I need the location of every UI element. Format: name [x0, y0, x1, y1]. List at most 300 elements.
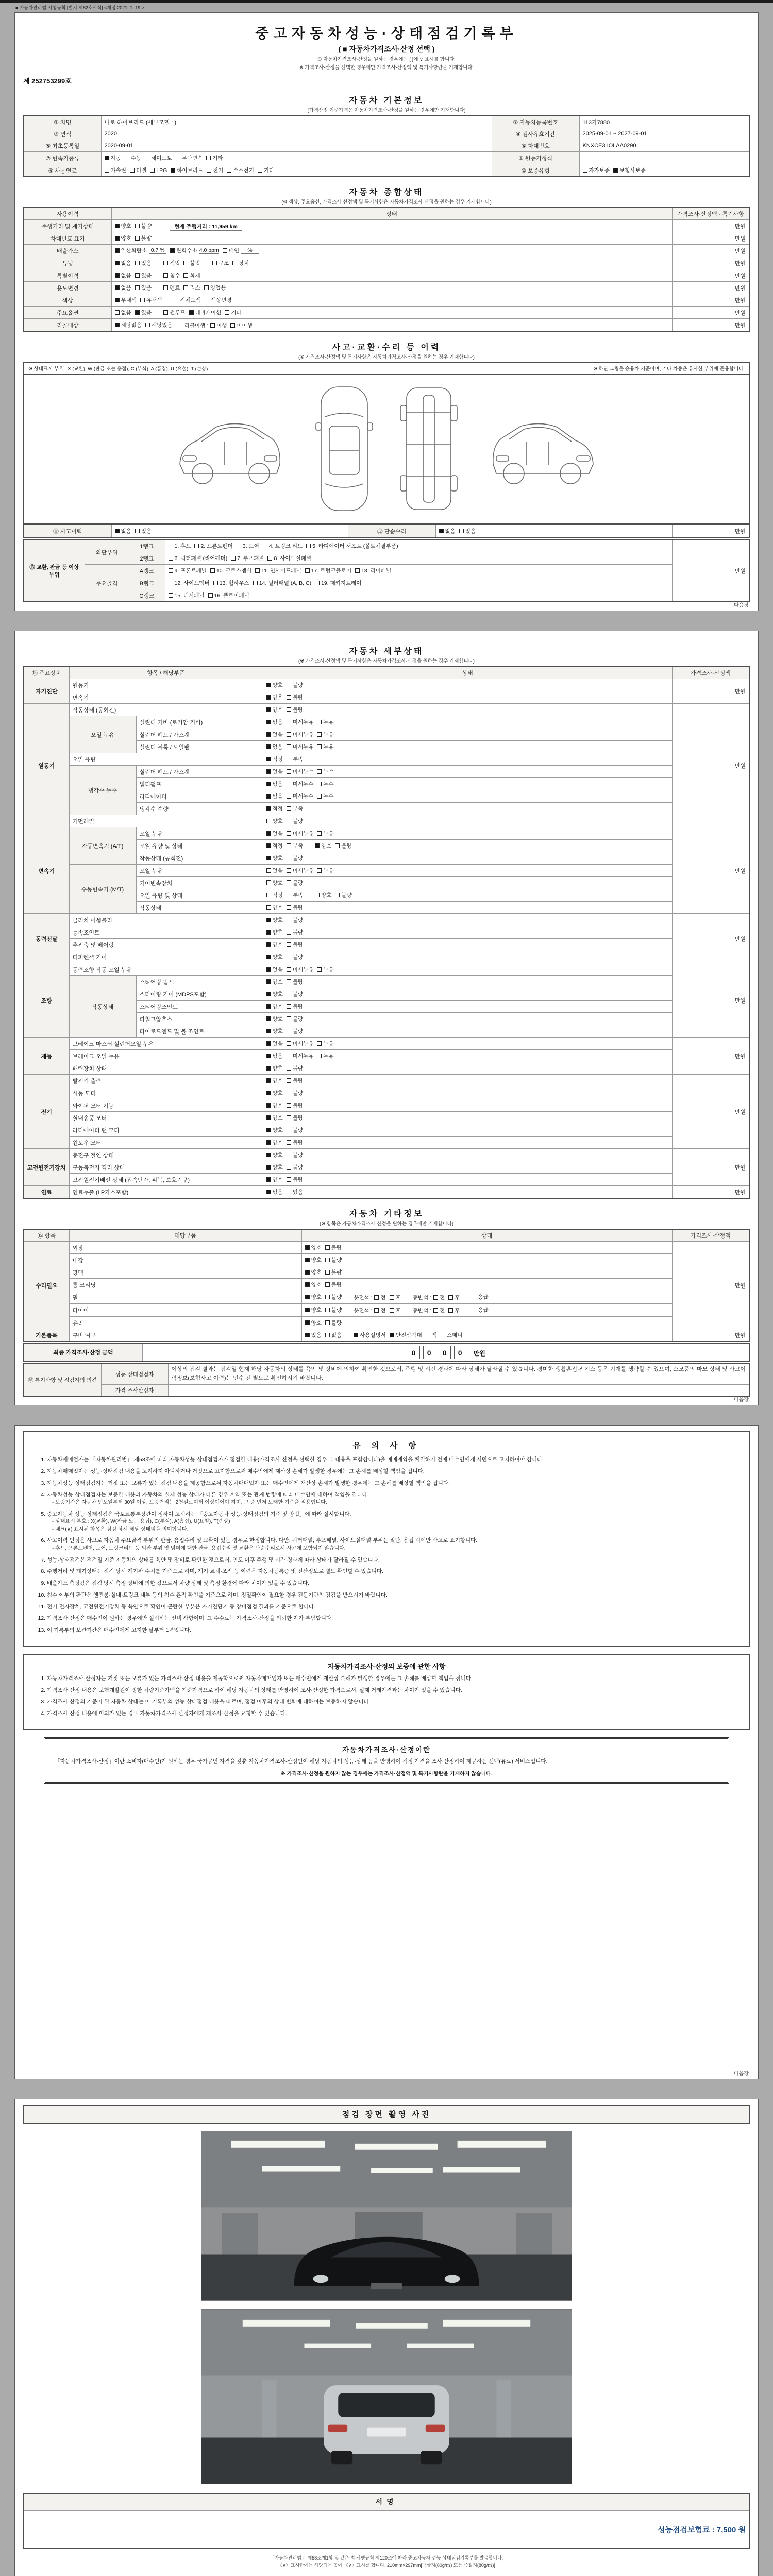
simple-repair-label: ⑫ 단순수리 — [348, 524, 435, 537]
checkbox-box — [115, 224, 120, 228]
checkbox-option[interactable] — [266, 780, 283, 788]
checkbox-option[interactable] — [355, 567, 391, 574]
checkbox-option[interactable] — [145, 154, 172, 162]
checkbox-option[interactable] — [266, 953, 283, 961]
pricing-definition-box — [44, 1737, 729, 1784]
checkbox-option[interactable] — [223, 247, 259, 255]
checkbox-option[interactable] — [266, 867, 283, 874]
checkbox-option[interactable] — [266, 817, 283, 825]
checkbox-option[interactable] — [287, 1027, 303, 1035]
checkbox-option[interactable] — [115, 259, 131, 267]
checkbox-option[interactable] — [266, 978, 283, 986]
checkbox-label: 적법 — [170, 260, 180, 266]
checkbox-option[interactable] — [130, 166, 146, 174]
checkbox-option[interactable] — [105, 154, 121, 162]
checkbox-option[interactable] — [212, 259, 229, 267]
checkbox-option[interactable] — [374, 1294, 385, 1301]
detail-title: 자동차 세부상태 — [349, 647, 424, 656]
checkbox-option[interactable] — [266, 941, 283, 948]
item-state — [263, 963, 672, 976]
item-label: 오일 누유 — [136, 827, 263, 840]
checkbox-option[interactable] — [287, 706, 303, 714]
checkbox-option[interactable] — [266, 792, 283, 800]
checkbox-option[interactable] — [204, 284, 226, 292]
checkbox-option[interactable] — [287, 1040, 314, 1047]
checkbox-option[interactable] — [135, 527, 152, 535]
checkbox-option[interactable] — [135, 259, 152, 267]
checkbox-option[interactable] — [287, 768, 314, 775]
checkbox-option[interactable] — [171, 166, 203, 174]
checkbox-option[interactable] — [448, 1307, 460, 1314]
checkbox-option[interactable] — [287, 990, 303, 998]
checkbox-option[interactable] — [390, 1294, 401, 1301]
checkbox-option[interactable] — [325, 1293, 342, 1301]
car-top-view-diagram[interactable] — [314, 383, 375, 515]
checkbox-label: 누유 — [323, 719, 334, 725]
checkbox-option[interactable] — [163, 259, 180, 267]
signature-area[interactable] — [24, 2511, 749, 2549]
checkbox-option[interactable] — [266, 1040, 283, 1047]
checkbox-option[interactable] — [287, 1052, 314, 1060]
checkbox-option[interactable] — [266, 681, 283, 689]
checkbox-option[interactable] — [183, 284, 200, 292]
checkbox-option[interactable] — [169, 591, 205, 599]
checkbox-option[interactable] — [287, 867, 314, 874]
checkbox-option[interactable] — [266, 928, 283, 936]
checkbox-option[interactable] — [287, 681, 303, 689]
checkbox-option[interactable] — [169, 554, 228, 562]
notice-list — [36, 1456, 737, 1635]
device-name: 전기 — [24, 1075, 69, 1149]
checkbox-label: 없음 — [121, 528, 131, 534]
checkbox-option[interactable] — [613, 166, 646, 174]
checkbox-option[interactable] — [115, 272, 131, 279]
checkbox-option[interactable] — [287, 891, 303, 899]
checkbox-option[interactable] — [266, 829, 283, 837]
checkbox-option[interactable] — [305, 1244, 322, 1251]
checkbox-option[interactable] — [206, 154, 223, 162]
checkbox-option[interactable] — [317, 965, 333, 973]
checkbox-option[interactable] — [459, 527, 476, 535]
device-row — [24, 1161, 749, 1174]
footer-line: 「자동차관리법」 제58조제1항 및 같은 법 시행규칙 제120조에 따라 중고자동차 성능·상태점검기록부를 발급합니다. — [270, 2555, 503, 2561]
group-label: 운전석 : — [354, 1295, 373, 1301]
device-row — [24, 1329, 749, 1342]
checkbox-box — [287, 979, 291, 984]
device-row — [24, 1174, 749, 1186]
field-label: ③ 연식 — [24, 128, 101, 140]
checkbox-box — [266, 1128, 271, 1132]
checkbox-option[interactable] — [266, 904, 283, 911]
checkbox-option[interactable] — [287, 1176, 303, 1183]
checkbox-option[interactable] — [176, 154, 203, 162]
checkbox-option[interactable] — [315, 891, 331, 899]
option-group — [266, 916, 307, 924]
option-group — [266, 977, 307, 986]
option-group — [266, 779, 338, 788]
device-name: 고전원전기장치 — [24, 1149, 69, 1186]
checkbox-option[interactable] — [287, 792, 314, 800]
checkbox-option[interactable] — [305, 1306, 322, 1314]
checkbox-option[interactable] — [115, 234, 131, 242]
option-group — [266, 1126, 307, 1134]
checkbox-label: 불량 — [292, 929, 304, 936]
checkbox-option[interactable] — [325, 1256, 342, 1264]
checkbox-option[interactable] — [231, 554, 264, 562]
checkbox-box — [287, 720, 291, 724]
checkbox-option[interactable] — [374, 1307, 385, 1314]
checkbox-option[interactable] — [305, 1293, 322, 1301]
checkbox-option[interactable] — [266, 1003, 283, 1010]
checkbox-option[interactable] — [317, 731, 333, 738]
checkbox-option[interactable] — [266, 916, 283, 924]
checkbox-option[interactable] — [266, 1139, 283, 1146]
checkbox-option[interactable] — [169, 542, 191, 550]
checkbox-option[interactable] — [266, 768, 283, 775]
checkbox-option[interactable] — [287, 941, 303, 948]
car-underbody-diagram[interactable] — [398, 383, 459, 515]
col-header-state: 상태 — [301, 1229, 672, 1242]
checkbox-label: 불량 — [292, 1028, 304, 1035]
checkbox-option[interactable] — [317, 1052, 333, 1060]
checkbox-option[interactable] — [263, 542, 303, 550]
price-cell: 만원 — [672, 269, 749, 282]
checkbox-option[interactable] — [325, 1331, 342, 1339]
checkbox-option[interactable] — [287, 904, 303, 911]
device-row — [24, 939, 749, 951]
checkbox-box — [135, 273, 140, 278]
checkbox-option[interactable] — [115, 284, 131, 292]
checkbox-option[interactable] — [317, 743, 333, 751]
inspection-photo-rear[interactable] — [23, 2309, 750, 2484]
checkbox-option[interactable] — [227, 166, 254, 174]
checkbox-option[interactable] — [426, 1331, 437, 1339]
checkbox-option[interactable] — [305, 1256, 322, 1264]
checkbox-label: 없음 — [272, 769, 283, 775]
guarantee-item: 3. 가격조사·산정의 기준이 된 자동차 상태는 이 기록부의 성능·상태점검 내용을 따르며, 점검 이후의 상태 변화에 대하여는 보증하지 않습니다. — [47, 1698, 737, 1706]
checkbox-option[interactable] — [266, 990, 283, 998]
checkbox-option[interactable] — [208, 591, 249, 599]
checkbox-option[interactable] — [183, 272, 200, 279]
checkbox-box — [287, 794, 291, 799]
item-label: 라디에이터 — [136, 790, 263, 803]
checkbox-option[interactable] — [287, 1101, 303, 1109]
checkbox-option[interactable] — [325, 1306, 342, 1314]
checkbox-option[interactable] — [163, 309, 185, 316]
option-group — [115, 527, 156, 535]
checkbox-option[interactable] — [205, 296, 232, 304]
checkbox-option[interactable] — [317, 867, 333, 874]
checkbox-option[interactable] — [287, 916, 303, 924]
checkbox-option[interactable] — [266, 718, 283, 726]
device-row — [24, 1112, 749, 1124]
checkbox-option[interactable] — [115, 222, 131, 230]
checkbox-option[interactable] — [306, 542, 398, 550]
checkbox-option[interactable] — [266, 1188, 283, 1196]
checkbox-option[interactable] — [150, 167, 167, 174]
checkbox-option[interactable] — [287, 1114, 303, 1122]
checkbox-option[interactable] — [266, 1163, 283, 1171]
checkbox-option[interactable] — [163, 272, 180, 279]
checkbox-option[interactable] — [305, 1281, 322, 1289]
checkbox-option[interactable] — [390, 1307, 401, 1314]
checkbox-label: 하이브리드 — [177, 167, 203, 174]
checkbox-option[interactable] — [287, 1064, 303, 1072]
checkbox-option[interactable] — [317, 780, 333, 788]
option-group — [266, 742, 338, 751]
checkbox-option[interactable] — [287, 743, 314, 751]
checkbox-option[interactable] — [287, 1015, 303, 1023]
checkbox-option[interactable] — [472, 1306, 488, 1314]
checkbox-option[interactable] — [135, 234, 152, 242]
item-label: 라디에이터 팬 모터 — [69, 1124, 263, 1137]
checkbox-option[interactable] — [266, 743, 283, 751]
checkbox-option[interactable] — [210, 567, 251, 574]
checkbox-option[interactable] — [325, 1268, 342, 1276]
item-label: 연료누출 (LP가스포함) — [69, 1186, 263, 1199]
accident-section-head — [23, 336, 750, 362]
checkbox-option[interactable] — [169, 567, 207, 574]
checkbox-option[interactable] — [183, 259, 200, 267]
checkbox-label: 미세누수 — [292, 793, 314, 800]
checkbox-option[interactable] — [472, 1293, 488, 1301]
option-group — [266, 965, 338, 974]
checkbox-option[interactable] — [170, 247, 219, 255]
checkbox-label: 11. 인사이드패널 — [261, 568, 301, 574]
usage-history-row — [24, 294, 749, 307]
checkbox-option[interactable] — [258, 166, 274, 174]
checkbox-option[interactable] — [266, 1176, 283, 1183]
checkbox-option[interactable] — [266, 879, 283, 887]
checkbox-option[interactable] — [266, 1027, 283, 1035]
checkbox-option[interactable] — [325, 1281, 342, 1289]
checkbox-option[interactable] — [315, 579, 361, 587]
guarantee-title: 자동차가격조사·산정의 보증에 관한 사항 — [327, 1662, 446, 1670]
checkbox-option[interactable] — [305, 567, 351, 574]
checkbox-option[interactable] — [266, 1077, 283, 1084]
checkbox-option[interactable] — [115, 296, 137, 304]
checkbox-option[interactable] — [287, 1163, 303, 1171]
checkbox-option[interactable] — [115, 321, 142, 329]
checkbox-option[interactable] — [232, 259, 249, 267]
checkbox-option[interactable] — [287, 805, 303, 812]
checkbox-option[interactable] — [335, 891, 351, 899]
checkbox-option[interactable] — [266, 891, 283, 899]
checkbox-option[interactable] — [287, 953, 303, 961]
checkbox-option[interactable] — [266, 1126, 283, 1134]
usage-item-state — [111, 220, 672, 232]
checkbox-label: 전 — [380, 1308, 386, 1314]
checkbox-option[interactable] — [237, 542, 259, 550]
item-label: 구동축전지 격리 상태 — [69, 1161, 263, 1174]
checkbox-option[interactable] — [169, 579, 210, 587]
checkbox-option[interactable] — [433, 1307, 445, 1314]
checkbox-label: 양호 — [272, 682, 283, 688]
checkbox-option[interactable] — [253, 579, 311, 587]
checkbox-option[interactable] — [287, 1089, 303, 1097]
checkbox-option[interactable] — [287, 978, 303, 986]
checkbox-option[interactable] — [441, 1331, 462, 1339]
checkbox-box — [208, 593, 213, 598]
checkbox-label: 불량 — [331, 1320, 342, 1326]
checkbox-option[interactable] — [266, 1064, 283, 1072]
checkbox-option[interactable] — [287, 755, 303, 763]
inspection-photo-front[interactable] — [23, 2131, 750, 2301]
checkbox-option[interactable] — [267, 554, 311, 562]
checkbox-label: 있음 — [141, 285, 152, 291]
checkbox-option[interactable] — [266, 755, 283, 763]
checkbox-box — [266, 806, 271, 811]
checkbox-option[interactable] — [305, 1319, 322, 1327]
option-group — [184, 321, 256, 330]
checkbox-option[interactable] — [287, 928, 303, 936]
checkbox-option[interactable] — [287, 1139, 303, 1146]
notice-item — [47, 1556, 737, 1565]
checkbox-option[interactable] — [287, 780, 314, 788]
device-row — [24, 1038, 749, 1050]
checkbox-option[interactable] — [125, 154, 141, 162]
checkbox-box — [390, 1295, 394, 1300]
checkbox-option[interactable] — [266, 731, 283, 738]
item-state — [263, 753, 672, 766]
checkbox-option[interactable] — [266, 1151, 283, 1159]
checkbox-label: 탄화수소 — [176, 248, 197, 254]
checkbox-option[interactable] — [317, 718, 333, 726]
car-rear-quarter-diagram[interactable] — [483, 402, 602, 495]
checkbox-box — [255, 568, 260, 573]
checkbox-option[interactable] — [317, 792, 333, 800]
detail-section-head — [23, 640, 750, 666]
checkbox-option[interactable] — [287, 842, 303, 850]
checkbox-option[interactable] — [266, 693, 283, 701]
checkbox-box — [266, 1190, 271, 1194]
checkbox-option[interactable] — [207, 166, 223, 174]
checkbox-option[interactable] — [317, 768, 333, 775]
checkbox-option[interactable] — [266, 706, 283, 714]
checkbox-option[interactable] — [135, 309, 152, 316]
checkbox-label: 전체도색 — [180, 297, 201, 303]
checkbox-option[interactable] — [210, 321, 227, 329]
checkbox-option[interactable] — [105, 166, 126, 174]
checkbox-option[interactable] — [213, 579, 249, 587]
checkbox-option[interactable] — [287, 693, 303, 701]
checkbox-option[interactable] — [439, 527, 456, 535]
checkbox-option[interactable] — [194, 542, 232, 550]
checkbox-option[interactable] — [287, 1003, 303, 1010]
checkbox-option[interactable] — [163, 284, 180, 292]
checkbox-box — [325, 1270, 330, 1275]
checkbox-option[interactable] — [140, 296, 162, 304]
checkbox-option[interactable] — [287, 1151, 303, 1159]
checkbox-option[interactable] — [305, 1331, 322, 1339]
checkbox-option[interactable] — [266, 1114, 283, 1122]
car-front-quarter-diagram[interactable] — [171, 402, 290, 495]
checkbox-label: 미세누유 — [292, 744, 314, 750]
checkbox-option[interactable] — [266, 965, 283, 973]
checkbox-option[interactable] — [287, 718, 314, 726]
checkbox-label: 양호 — [272, 855, 283, 861]
checkbox-option[interactable] — [135, 284, 152, 292]
checkbox-label: 썬루프 — [170, 310, 186, 316]
checkbox-option[interactable] — [225, 309, 241, 316]
detail-note: (※ 가격조사·산정액 및 특기사항은 자동차가격조사·산정을 원하는 경우 기재합니다) — [298, 658, 475, 664]
checkbox-option[interactable] — [266, 805, 283, 812]
checkbox-option[interactable] — [287, 965, 314, 973]
option-group — [305, 1318, 346, 1327]
checkbox-label: 불량 — [292, 917, 304, 923]
item-state — [263, 1025, 672, 1038]
checkbox-option[interactable] — [115, 309, 131, 316]
checkbox-option[interactable] — [135, 222, 152, 230]
checkbox-box — [266, 707, 271, 712]
checkbox-label: 불량 — [292, 1127, 304, 1133]
checkbox-option[interactable] — [583, 166, 610, 174]
checkbox-option[interactable] — [287, 829, 314, 837]
checkbox-option[interactable] — [317, 829, 333, 837]
checkbox-label: 양호 — [272, 1103, 283, 1109]
device-row — [24, 926, 749, 939]
checkbox-option[interactable] — [145, 321, 173, 329]
checkbox-option[interactable] — [305, 1268, 322, 1276]
checkbox-option[interactable] — [448, 1294, 460, 1301]
checkbox-option[interactable] — [287, 879, 303, 887]
checkbox-option[interactable] — [266, 1089, 283, 1097]
checkbox-option[interactable] — [354, 1331, 386, 1339]
checkbox-option[interactable] — [266, 1101, 283, 1109]
checkbox-option[interactable] — [266, 1052, 283, 1060]
checkbox-option[interactable] — [335, 842, 351, 850]
checkbox-option[interactable] — [230, 321, 252, 329]
usage-item-state — [111, 282, 672, 294]
detail-header-row — [24, 667, 749, 679]
checkbox-option[interactable] — [287, 731, 314, 738]
checkbox-option[interactable] — [174, 296, 201, 304]
checkbox-label: 없음 — [121, 310, 131, 316]
etc-section-head — [23, 1203, 750, 1229]
device-row — [24, 976, 749, 988]
checkbox-option[interactable] — [287, 1126, 303, 1134]
checkbox-option[interactable] — [287, 1077, 303, 1084]
checkbox-option[interactable] — [287, 1188, 303, 1196]
checkbox-option[interactable] — [266, 1015, 283, 1023]
checkbox-option[interactable] — [255, 567, 301, 574]
checkbox-option[interactable] — [115, 527, 131, 535]
checkbox-option[interactable] — [390, 1331, 422, 1339]
checkbox-label: 양호 — [272, 1140, 283, 1146]
notice-item — [47, 1491, 737, 1506]
checkbox-option[interactable] — [315, 842, 331, 850]
document-subtitle: ( ■ 자동차가격조사·산정 선택 ) — [338, 45, 435, 53]
checkbox-option[interactable] — [287, 817, 303, 825]
checkbox-option[interactable] — [317, 1040, 333, 1047]
photo-section-title: 점검 장면 촬영 사진 — [23, 2105, 750, 2124]
checkbox-option[interactable] — [266, 854, 283, 862]
checkbox-label: 불량 — [292, 1078, 304, 1084]
item-label: 작동상태 (공회전) — [136, 852, 263, 865]
part-group-label: 외판부위 — [85, 539, 129, 565]
checkbox-option[interactable] — [135, 272, 152, 279]
checkbox-option[interactable] — [266, 842, 283, 850]
checkbox-label: 전 — [440, 1295, 445, 1301]
checkbox-option[interactable] — [325, 1244, 342, 1251]
checkbox-option[interactable] — [287, 854, 303, 862]
price-cell: 만원 — [672, 679, 749, 704]
checkbox-option[interactable] — [433, 1294, 445, 1301]
checkbox-option[interactable] — [189, 309, 222, 316]
checkbox-box — [287, 880, 291, 885]
checkbox-option[interactable] — [325, 1319, 342, 1327]
checkbox-option[interactable] — [115, 247, 167, 255]
